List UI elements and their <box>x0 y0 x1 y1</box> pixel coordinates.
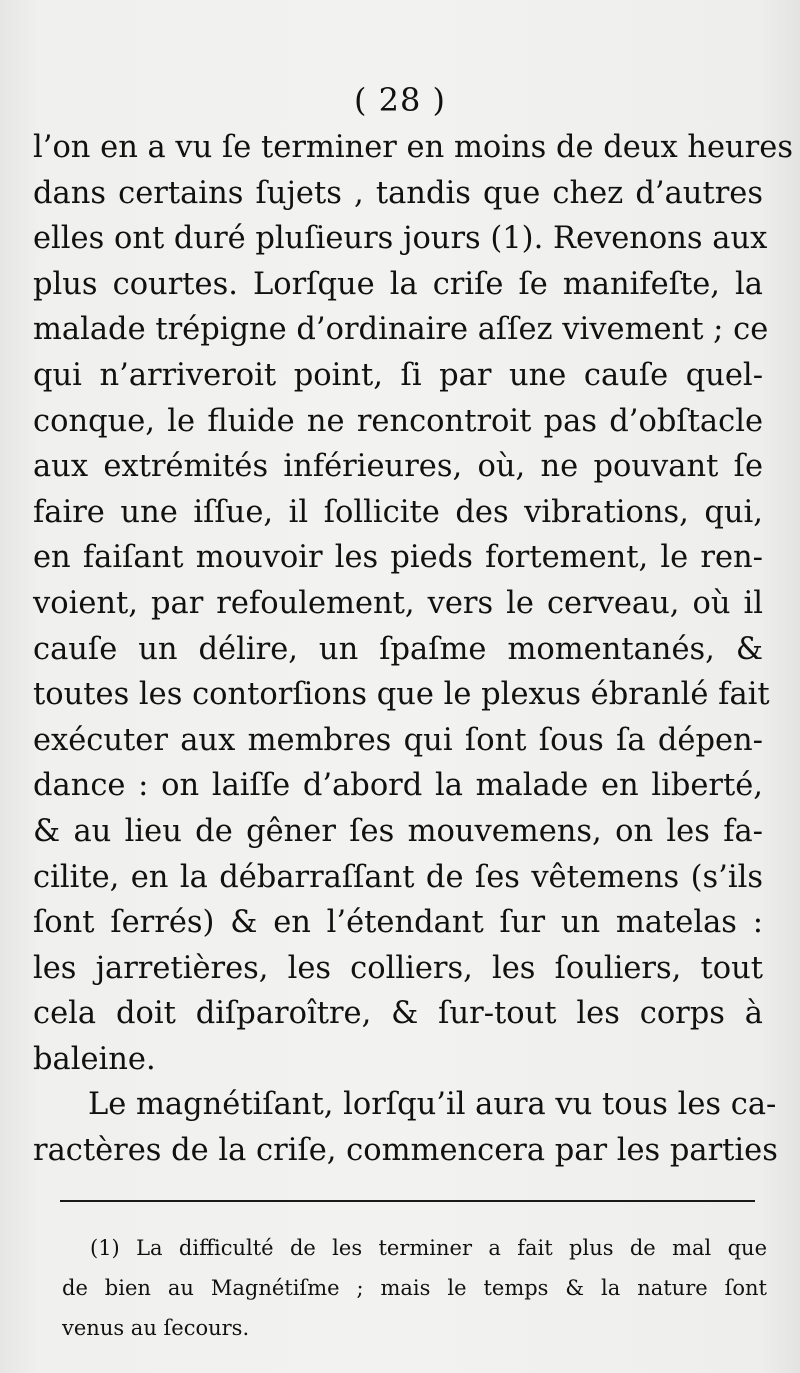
text-line: conque, le fluide ne rencontroit pas d’obſtacle <box>33 403 763 439</box>
text-line: ractères de la criſe, commencera par les parties <box>33 1133 778 1169</box>
text-line: l’on en a vu ſe terminer en moins de deux heures <box>33 130 793 165</box>
page-number: ( 28 ) <box>353 81 447 119</box>
text-line: toutes les contorſions que le plexus ébranlé fait <box>33 677 770 713</box>
text-line: elles ont duré pluſieurs jours (1). Revenons aux <box>33 221 768 257</box>
text-line: & au lieu de gêner ſes mouvemens, on les fa- <box>33 813 763 849</box>
text-line: Le magnétiſant, lorſqu’il aura vu tous les ca- <box>88 1087 777 1123</box>
footnote-line: venus au ſecours. <box>62 1316 250 1340</box>
text-line: ſont ſerrés) & en l’étendant ſur un matelas : <box>33 905 763 941</box>
text-line: voient, par refoulement, vers le cerveau, où il <box>33 585 763 621</box>
text-line: baleine. <box>33 1041 156 1077</box>
text-line: malade trépigne d’ordinaire aſſez vivement ; ce <box>33 312 769 348</box>
footnote-divider <box>60 1200 755 1202</box>
text-line: les jarretières, les colliers, les ſouliers, tout <box>33 950 763 986</box>
body-text <box>33 125 793 1174</box>
text-line: exécuter aux membres qui ſont ſous ſa dépen- <box>33 722 763 758</box>
footnote-line: de bien au Magnétiſme ; mais le temps & la nature ſont <box>62 1276 767 1300</box>
text-line: en faiſant mouvoir les pieds fortement, le ren- <box>33 540 763 576</box>
text-line: faire une iſſue, il ſollicite des vibrations, qui, <box>33 494 763 530</box>
text-line: qui n’arriveroit point, ſi par une cauſe quel- <box>33 357 763 393</box>
footnote-line: (1) La difficulté de les terminer a fait plus de mal que <box>90 1236 767 1260</box>
text-line: cela doit diſparoître, & ſur-tout les corps à <box>33 996 763 1032</box>
text-line: plus courtes. Lorſque la criſe ſe manifeſte, la <box>33 266 763 302</box>
text-line: dans certains ſujets , tandis que chez d’autres <box>33 175 763 211</box>
text-line: dance : on laiſſe d’abord la malade en liberté, <box>33 768 763 804</box>
footnote <box>62 1228 767 1348</box>
text-line: cauſe un délire, un ſpaſme momentanés, & <box>33 631 763 667</box>
text-line: aux extrémités inférieures, où, ne pouvant ſe <box>33 449 763 485</box>
text-line: cilite, en la débarraſſant de ſes vêtemens (s’ils <box>33 859 763 895</box>
